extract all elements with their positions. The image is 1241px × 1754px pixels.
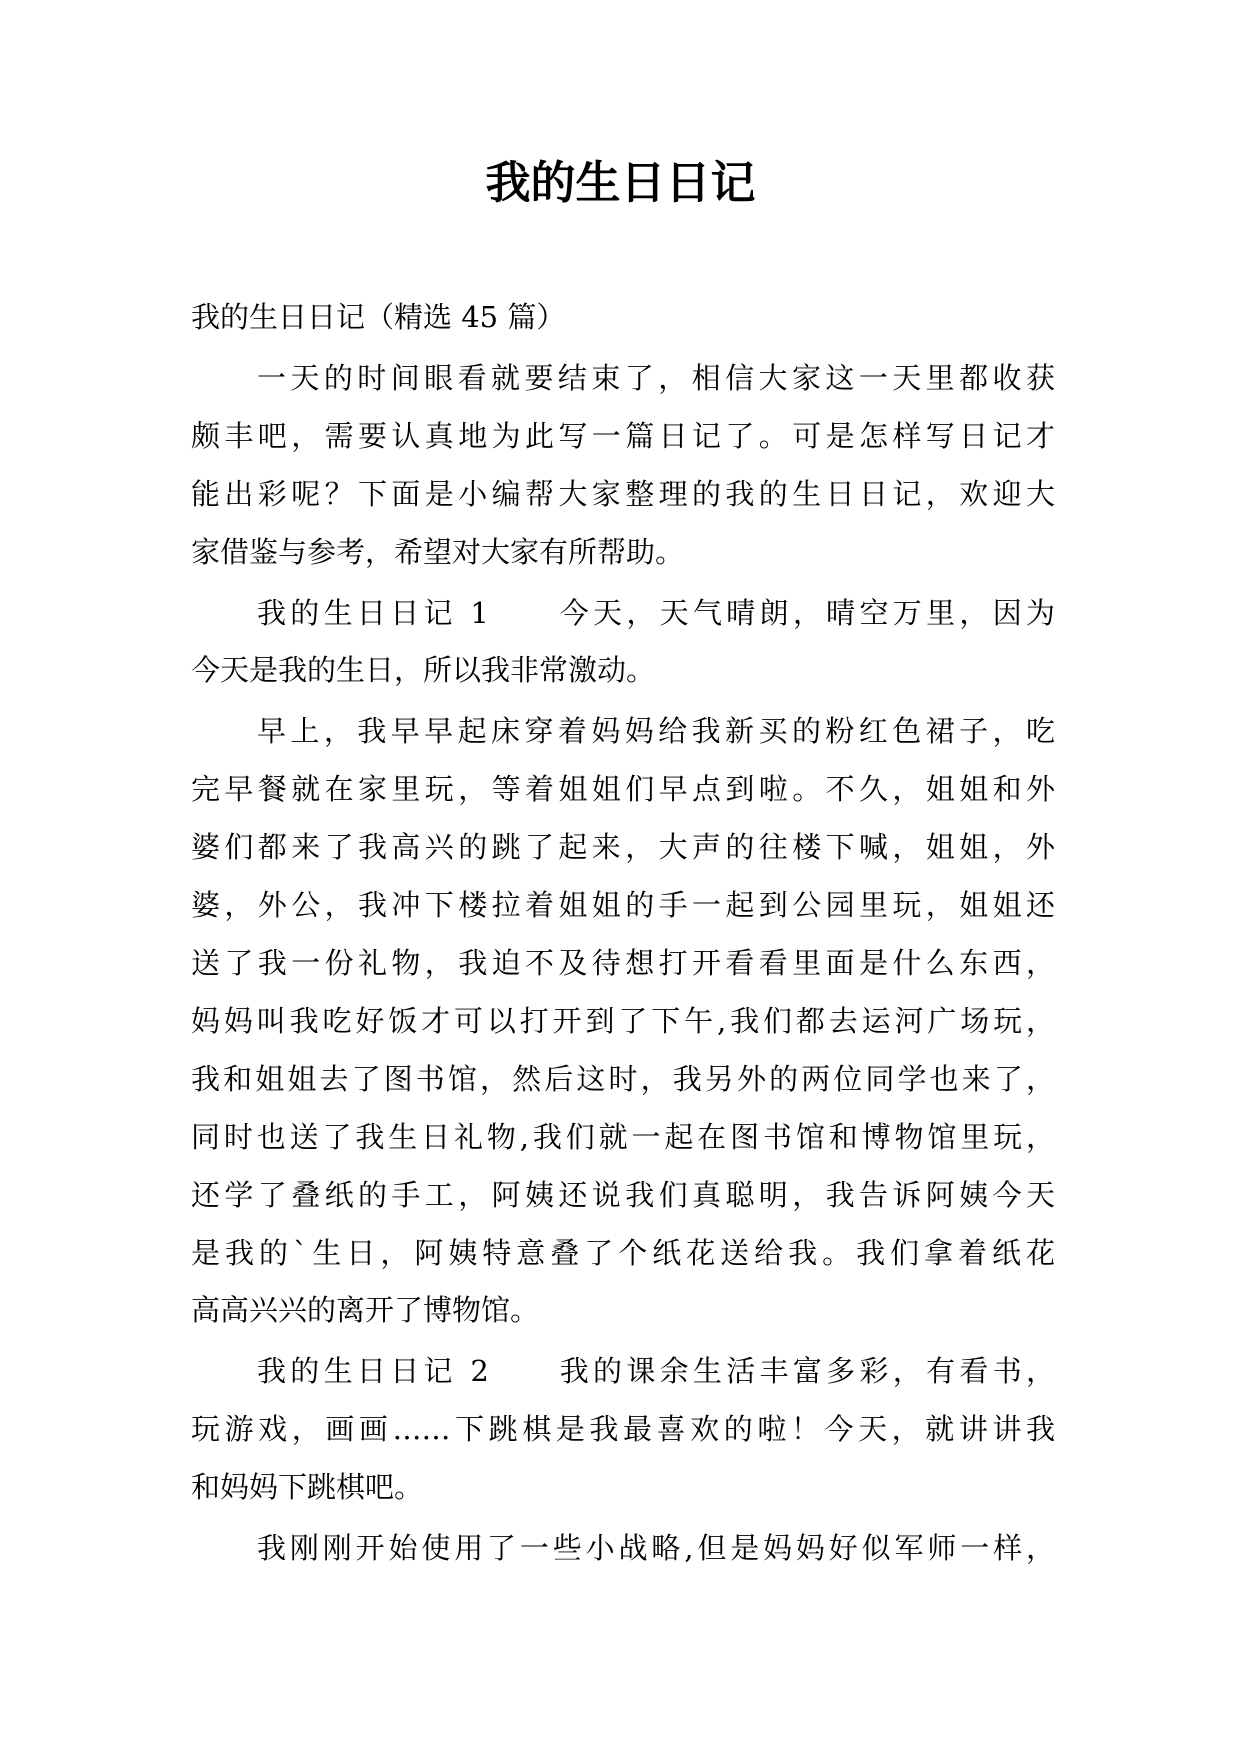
paragraph-heading bbox=[191, 289, 1055, 347]
text-line: 一天的时间眼看就要结束了，相信大家这一天里都收获 bbox=[257, 360, 1055, 395]
text-line: 颇丰吧，需要认真地为此写一篇日记了。可是怎样写日记才 bbox=[191, 418, 1055, 453]
text-line: 我的生日日记 2 我的课余生活丰富多彩，有看书， bbox=[257, 1354, 1055, 1389]
document-body bbox=[191, 289, 1055, 1578]
paragraph-strategy bbox=[191, 1520, 1055, 1578]
text-line: 高高兴兴的离开了博物馆。 bbox=[191, 1293, 540, 1328]
text-line: 我刚刚开始使用了一些小战略,但是妈妈好似军师一样， bbox=[257, 1531, 1055, 1566]
paragraph-morning bbox=[191, 703, 1055, 1340]
text-line: 是我的`生日，阿姨特意叠了个纸花送给我。我们拿着纸花 bbox=[191, 1235, 1055, 1270]
text-line: 我的生日日记（精选 45 篇） bbox=[191, 300, 566, 334]
text-line: 我的生日日记 1 今天，天气晴朗，晴空万里，因为 bbox=[257, 595, 1055, 630]
paragraph-diary-1 bbox=[191, 585, 1055, 701]
text-line: 和妈妈下跳棋吧。 bbox=[191, 1470, 424, 1505]
paragraph-diary-2 bbox=[191, 1343, 1055, 1517]
text-line: 婆，外公，我冲下楼拉着姐姐的手一起到公园里玩，姐姐还 bbox=[191, 888, 1055, 923]
text-line: 妈妈叫我吃好饭才可以打开到了下午,我们都去运河广场玩， bbox=[191, 1003, 1055, 1038]
paragraph-intro bbox=[191, 350, 1055, 582]
text-line: 今天是我的生日，所以我非常激动。 bbox=[191, 653, 656, 688]
text-line: 送了我一份礼物，我迫不及待想打开看看里面是什么东西， bbox=[191, 945, 1055, 980]
text-line: 我和姐姐去了图书馆，然后这时，我另外的两位同学也来了， bbox=[191, 1061, 1055, 1096]
text-line: 玩游戏，画画……下跳棋是我最喜欢的啦！今天，就讲讲我 bbox=[191, 1412, 1055, 1447]
text-line: 家借鉴与参考，希望对大家有所帮助。 bbox=[191, 534, 685, 569]
text-line: 婆们都来了我高兴的跳了起来，大声的往楼下喊，姐姐，外 bbox=[191, 830, 1055, 865]
text-line: 完早餐就在家里玩，等着姐姐们早点到啦。不久，姐姐和外 bbox=[191, 772, 1055, 807]
document-title: 我的生日日记 bbox=[485, 156, 756, 209]
text-line: 还学了叠纸的手工，阿姨还说我们真聪明，我告诉阿姨今天 bbox=[191, 1177, 1055, 1212]
text-line: 早上，我早早起床穿着妈妈给我新买的粉红色裙子，吃 bbox=[257, 714, 1055, 749]
text-line: 同时也送了我生日礼物,我们就一起在图书馆和博物馆里玩， bbox=[191, 1119, 1055, 1154]
text-line: 能出彩呢？下面是小编帮大家整理的我的生日日记，欢迎大 bbox=[191, 476, 1055, 511]
